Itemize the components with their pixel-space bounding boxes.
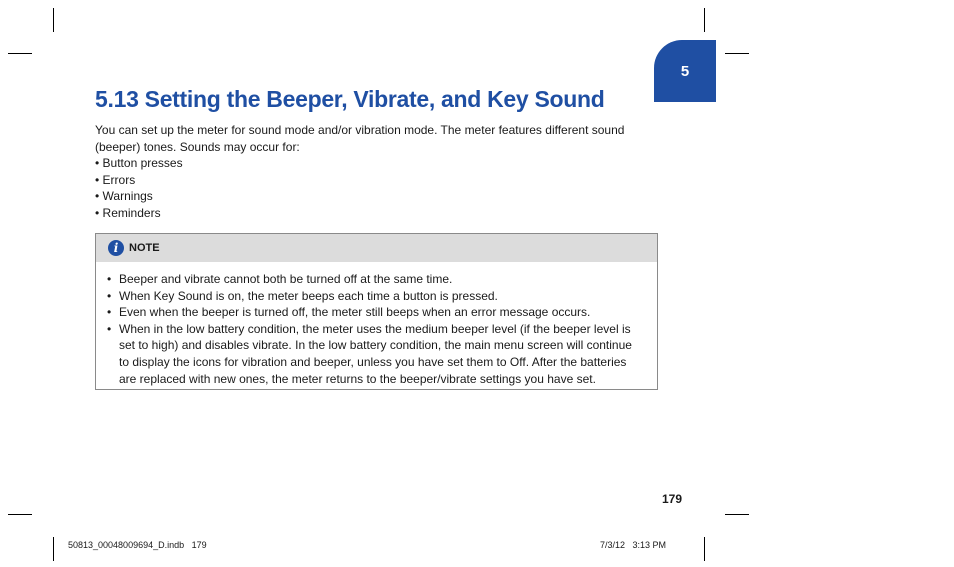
list-item: • When Key Sound is on, the meter beeps each time a button is pressed. bbox=[107, 288, 645, 305]
note-header bbox=[96, 234, 657, 262]
crop-mark bbox=[704, 8, 705, 32]
list-item: • Warnings bbox=[95, 188, 635, 205]
list-item: • Even when the beeper is turned off, the meter still beeps when an error message occurs. bbox=[107, 304, 645, 321]
page-title: 5.13 Setting the Beeper, Vibrate, and Key Sound bbox=[95, 86, 605, 112]
list-item: • When in the low battery condition, the meter uses the medium beeper level (if the beeper level is set to high) and disables vibrate. In the low battery condition, the main menu screen will continue to display the icons for vibration and beeper, unless you have set them to Off. After the batteries are replaced with new ones, the meter returns to the beeper/vibrate settings you have set. bbox=[107, 321, 645, 387]
crop-mark bbox=[8, 53, 32, 54]
page-number: 179 bbox=[662, 492, 683, 506]
intro-list bbox=[95, 155, 635, 221]
intro-section bbox=[95, 122, 635, 222]
footer-datetime: 7/3/12 3:13 PM bbox=[600, 540, 667, 550]
list-item: • Reminders bbox=[95, 205, 635, 222]
chapter-tab: 5 bbox=[654, 40, 716, 102]
crop-mark bbox=[725, 53, 749, 54]
note-box bbox=[95, 233, 658, 390]
note-list bbox=[96, 262, 657, 387]
info-icon: i bbox=[108, 240, 124, 256]
list-item: • Errors bbox=[95, 172, 635, 189]
footer-file-info: 50813_00048009694_D.indb 179 bbox=[68, 540, 207, 550]
crop-mark bbox=[8, 514, 32, 515]
crop-mark bbox=[725, 514, 749, 515]
list-item: • Button presses bbox=[95, 155, 635, 172]
crop-mark bbox=[53, 537, 54, 561]
intro-paragraph: You can set up the meter for sound mode and/or vibration mode. The meter features different sound (beeper) tones. Sounds may occur for: bbox=[95, 123, 625, 154]
crop-mark bbox=[704, 537, 705, 561]
list-item: • Beeper and vibrate cannot both be turned off at the same time. bbox=[107, 271, 645, 288]
crop-mark bbox=[53, 8, 54, 32]
note-label: NOTE bbox=[129, 242, 160, 254]
